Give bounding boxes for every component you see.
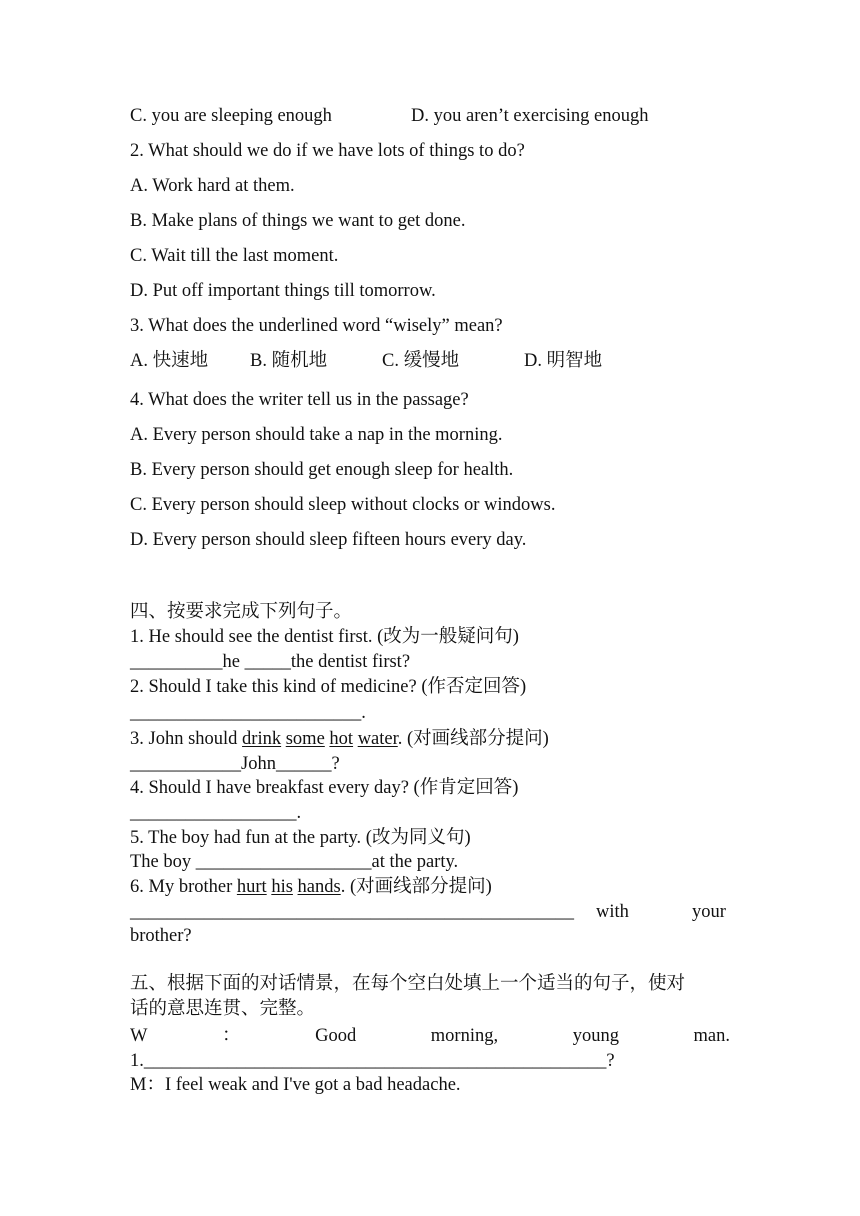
s4-item3-mid: John <box>241 754 276 774</box>
s4-item2-prompt: 2. Should I take this kind of medicine? (作否定回答) <box>130 677 527 697</box>
q4-option-a: A. Every person should take a nap in the morning. <box>130 425 503 445</box>
s4-item6-underlined-1: hurt <box>236 877 267 897</box>
s4-item1-blank1[interactable]: __________ <box>130 652 223 672</box>
q4-option-b: B. Every person should get enough sleep for health. <box>130 460 514 480</box>
q3-question: 3. What does the underlined word “wisely” mean? <box>130 316 503 336</box>
s4-item5-pre: The boy <box>130 852 196 872</box>
s4-item3-underlined-2: some <box>285 729 325 749</box>
s4-item4-answer[interactable]: __________________. <box>130 803 302 823</box>
dialogue-w-line <box>130 1025 730 1047</box>
s4-item6-answer-cont: brother? <box>130 926 192 946</box>
s4-item1-blank2[interactable]: _____ <box>244 652 291 672</box>
q3-option-b: B. 随机地 <box>250 351 328 371</box>
s4-item3-answer <box>130 753 340 775</box>
s4-item6-pre: 6. My brother <box>130 877 237 897</box>
q3-option-d: D. 明智地 <box>524 351 603 371</box>
s4-item6-underlined-2: his <box>271 877 293 897</box>
s4-item3-underlined-3: hot <box>329 729 354 749</box>
s4-item1-prompt: 1. He should see the dentist first. (改为一般疑问句) <box>130 627 519 647</box>
section5-heading-line1: 五、根据下面的对话情景，在每个空白处填上一个适当的句子，使对 <box>130 974 686 994</box>
q3-options-row <box>130 350 603 372</box>
section4-heading: 四、按要求完成下列句子。 <box>130 602 353 622</box>
section5-heading-line2: 话的意思连贯、完整。 <box>130 999 316 1019</box>
s4-item6-prompt <box>130 876 492 898</box>
dialogue-m-line: M：I feel weak and I've got a bad headache. <box>130 1075 461 1095</box>
s4-item5-prompt: 5. The boy had fun at the party. (改为同义句) <box>130 828 471 848</box>
q3-option-a: A. 快速地 <box>130 351 209 371</box>
q1-option-d: D. you aren’t exercising enough <box>411 106 649 126</box>
w-word-2: morning, <box>430 1026 499 1046</box>
w-colon: ： <box>222 1026 241 1046</box>
s4-item3-prompt <box>130 728 549 750</box>
s4-item2-answer[interactable]: _________________________. <box>130 703 366 723</box>
w-word-1: Good <box>315 1026 357 1046</box>
s4-item5-blank[interactable]: ___________________ <box>195 852 372 872</box>
s4-item6-answer-blank[interactable]: ________________________________________________ <box>130 902 574 922</box>
q1-options-row <box>130 105 649 127</box>
s4-item4-prompt: 4. Should I have breakfast every day? (作肯定回答) <box>130 778 519 798</box>
q2-option-a: A. Work hard at them. <box>130 176 295 196</box>
q1-option-c: C. you are sleeping enough <box>130 106 332 126</box>
w-word-3: young <box>572 1026 619 1046</box>
q2-option-b: B. Make plans of things we want to get done. <box>130 211 466 231</box>
s4-item3-end: ? <box>331 754 340 774</box>
s4-item3-blank1[interactable]: ____________ <box>130 754 241 774</box>
w-speaker: W <box>130 1026 148 1046</box>
q2-option-c: C. Wait till the last moment. <box>130 246 339 266</box>
s4-item6-post: . (对画线部分提问) <box>340 877 492 897</box>
s4-item5-end: at the party. <box>371 852 459 872</box>
s4-item3-post: . (对画线部分提问) <box>397 729 549 749</box>
s4-item5-answer <box>130 851 458 873</box>
s4-item6-underlined-3: hands <box>297 877 341 897</box>
q2-option-d: D. Put off important things till tomorrow. <box>130 281 436 301</box>
q4-option-c: C. Every person should sleep without clocks or windows. <box>130 495 556 515</box>
dialogue-blank-1[interactable]: 1.__________________________________________________? <box>130 1051 615 1071</box>
q3-option-c: C. 缓慢地 <box>382 351 460 371</box>
q4-question: 4. What does the writer tell us in the passage? <box>130 390 469 410</box>
q2-question: 2. What should we do if we have lots of things to do? <box>130 141 525 161</box>
s4-item3-blank2[interactable]: ______ <box>275 754 332 774</box>
s4-item3-underlined-4: water <box>357 729 398 749</box>
s4-item3-underlined-1: drink <box>242 729 282 749</box>
s4-item1-answer <box>130 651 410 673</box>
s4-item6-answer-with: with <box>596 902 629 922</box>
s4-item3-pre: 3. John should <box>130 729 243 749</box>
q4-option-d: D. Every person should sleep fifteen hours every day. <box>130 530 527 550</box>
s4-item1-mid: he <box>222 652 245 672</box>
w-word-4: man. <box>693 1026 730 1046</box>
s4-item6-answer-your: your <box>692 902 726 922</box>
s4-item1-end: the dentist first? <box>290 652 411 672</box>
